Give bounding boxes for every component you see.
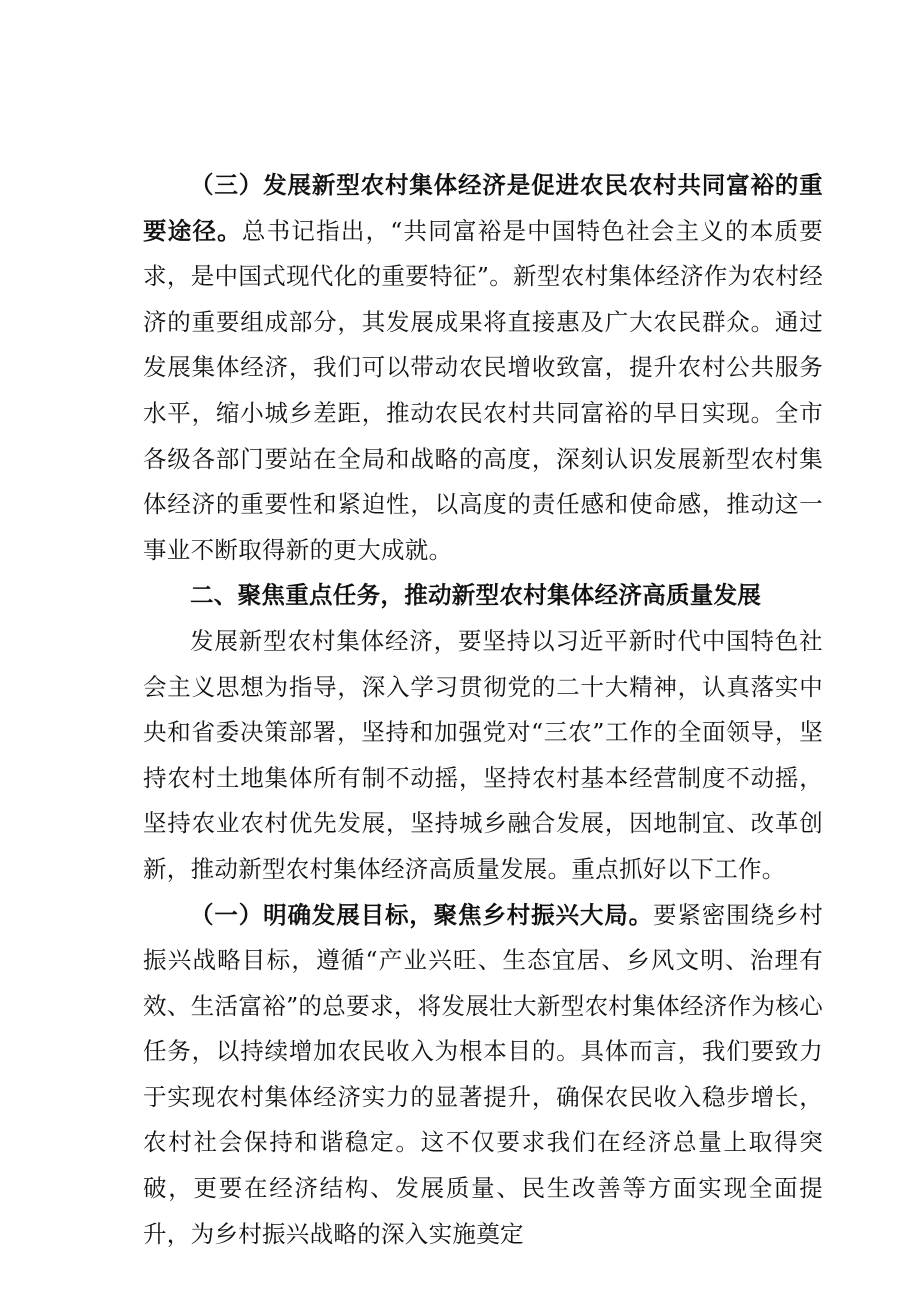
paragraph-2: 发展新型农村集体经济，要坚持以习近平新时代中国特色社会主义思想为指导，深入学习贯彻党的二十大精神，认真落实中央和省委决策部署，坚持和加强党对“三农”工作的全面领导，坚持农村土地集体所有制不动摇，坚持农村基本经营制度不动摇，坚持农业农村优先发展，坚持城乡融合发展，因地制宜、改革创新，推动新型农村集体经济高质量发展。重点抓好以下工作。 — [143, 626, 823, 883]
paragraph-3-body: 要紧密围绕乡村振兴战略目标，遵循“产业兴旺、生态宜居、乡风文明、治理有效、生活富裕”的总要求，将发展壮大新型农村集体经济作为核心任务，以持续增加农民收入为根本目的。具体而言，我们要致力于实现农村集体经济实力的显著提升，确保农民收入稳步增长，农村社会保持和谐稳定。这不仅要求我们在经济总量上取得突破，更要在经济结构、发展质量、民生改善等方面实现全面提升，为乡村振兴战略的深入实施奠定 — [143, 900, 823, 1248]
paragraph-1-lead: （三）发展新型农村集体经济是促进农民农村共同富裕的重要途径。 — [143, 171, 823, 245]
paragraph-3-lead: （一）明确发展目标，聚焦乡村振兴大局。 — [190, 900, 653, 929]
paragraph-1-body: 总书记指出，“共同富裕是中国特色社会主义的本质要求，是中国式现代化的重要特征”。新型农村集体经济作为农村经济的重要组成部分，其发展成果将直接惠及广大农民群众。通过发展集体经济，我们可以带动农民增收致富，提升农村公共服务水平，缩小城乡差距，推动农民农村共同富裕的早日实现。全市各级各部门要站在全局和战略的高度，深刻认识发展新型农村集体经济的重要性和紧迫性，以高度的责任感和使命感，推动这一事业不断取得新的更大成就。 — [143, 216, 823, 564]
document-body — [143, 163, 823, 1257]
paragraph-3 — [143, 893, 823, 1258]
section-heading: 二、聚焦重点任务，推动新型农村集体经济高质量发展 — [190, 581, 762, 610]
paragraph-1 — [143, 163, 823, 573]
